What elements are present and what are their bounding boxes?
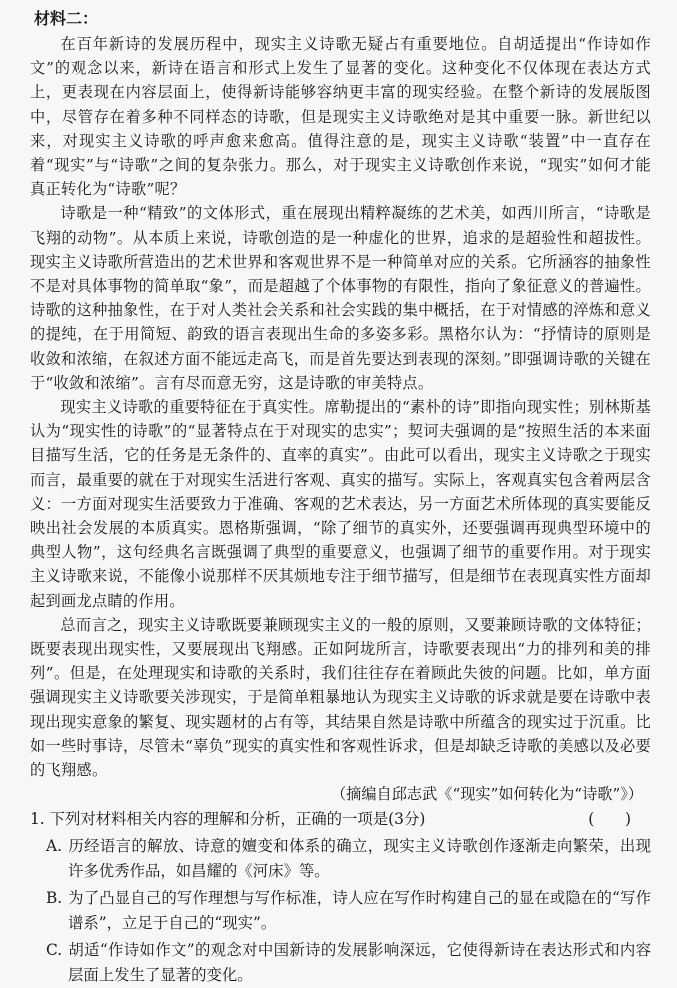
option-letter: C. <box>46 940 63 959</box>
option-c <box>30 938 651 988</box>
paragraph-4: 总而言之，现实主义诗歌既要兼顾现实主义的一般的原则，又要兼顾诗歌的文体特征；既要表现出现实性，又要展现出飞翔感。正如阿垅所言，诗歌要表现出“力的排列和美的排列”。但是，在处理现实和诗歌的关系时，我们往往存在着顾此失彼的问题。比如，单方面强调现实主义诗歌要关涉现实，于是简单粗暴地认为现实主义诗歌的诉求就是要在诗歌中表现出现实意象的繁复、现实题材的占有等，其结果自然是诗歌中所蕴含的现实过于沉重。比如一些时事诗，尽管未“辜负”现实的真实性和客观性诉求，但是却缺乏诗歌的美感以及必要的飞翔感。 <box>30 615 651 780</box>
question-stem: 1. 下列对材料相关内容的理解和分析，正确的一项是(3分) <box>30 809 426 828</box>
option-a <box>30 834 651 884</box>
paragraph-3: 现实主义诗歌的重要特征在于真实性。席勒提出的“素朴的诗”即指向现实性；别林斯基认为“现实性的诗歌”的“显著特点在于对现实的忠实”；契诃夫强调的是“按照生活的本来面目描写生活，它的任务是无条件的、直率的真实”。由此可以看出，现实主义诗歌之于现实而言，最重要的就在于对现实生活进行客观、真实的描写。实际上，客观真实包含着两层含义：一方面对现实生活要致力于准确、客观的艺术表达，另一方面艺术所体现的真实要能反映出社会发展的本质真实。恩格斯强调，“除了细节的真实外，还要强调再现典型环境中的典型人物”，这句经典名言既强调了典型的重要意义，也强调了细节的重要作用。对于现实主义诗歌来说，不能像小说那样不厌其烦地专注于细节描写，但是细节在表现真实性方面却起到画龙点睛的作用。 <box>30 398 651 610</box>
answer-bracket: ( ) <box>588 809 631 828</box>
material-heading: 材料二： <box>34 9 99 28</box>
paragraph-2: 诗歌是一种“精致”的文体形式，重在展现出精粹凝练的艺术美，如西川所言，“诗歌是飞翔的动物”。从本质上来说，诗歌创造的是一种虚化的世界，追求的是超验性和超拔性。现实主义诗歌所营造出的艺术世界和客观世界不是一种简单对应的关系。它所涵容的抽象性不是对具体事物的简单取“象”，而是超越了个体事物的有限性，指向了象征意义的普遍性。诗歌的这种抽象性，在于对人类社会关系和社会实践的集中概括，在于对情感的淬炼和意义的提纯，在于用简短、韵致的语言表现出生命的多姿多彩。黑格尔认为：“抒情诗的原则是收敛和浓缩，在叙述方面不能远走高飞，而是首先要达到表现的深刻。”即强调诗歌的关键在于“收敛和浓缩”。言有尽而意无穷，这是诗歌的审美特点。 <box>30 204 651 392</box>
option-text: 为了凸显自己的写作理想与写作标准，诗人应在写作时构建自己的显在或隐在的“写作谱系”，立足于自己的“现实”。 <box>68 888 651 932</box>
option-b <box>30 886 651 936</box>
option-text: 历经语言的解放、诗意的嬗变和体系的确立，现实主义诗歌创作逐渐走向繁荣，出现许多优秀作品，如昌耀的《河床》等。 <box>68 836 651 880</box>
source-citation: （摘编自邱志武《“现实”如何转化为“诗歌”》） <box>330 785 643 804</box>
option-text: 胡适“作诗如作文”的观念对中国新诗的发展影响深远，它使得新诗在表达形式和内容层面上发生了显著的变化。 <box>68 940 651 984</box>
option-letter: B. <box>46 888 63 907</box>
paragraph-1: 在百年新诗的发展历程中，现实主义诗歌无疑占有重要地位。自胡适提出“作诗如作文”的观念以来，新诗在语言和形式上发生了显著的变化。这种变化不仅体现在表达方式上，更表现在内容层面上，使得新诗能够容纳更丰富的现实经验。在整个新诗的发展版图中，尽管存在着多种不同样态的诗歌，但是现实主义诗歌绝对是其中重要一脉。新世纪以来，对现实主义诗歌的呼声愈来愈高。值得注意的是，现实主义诗歌“装置”中一直存在着“现实”与“诗歌”之间的复杂张力。那么，对于现实主义诗歌创作来说，“现实”如何才能真正转化为“诗歌”呢？ <box>30 35 651 199</box>
question-1 <box>30 807 651 832</box>
option-letter: A. <box>46 836 63 855</box>
